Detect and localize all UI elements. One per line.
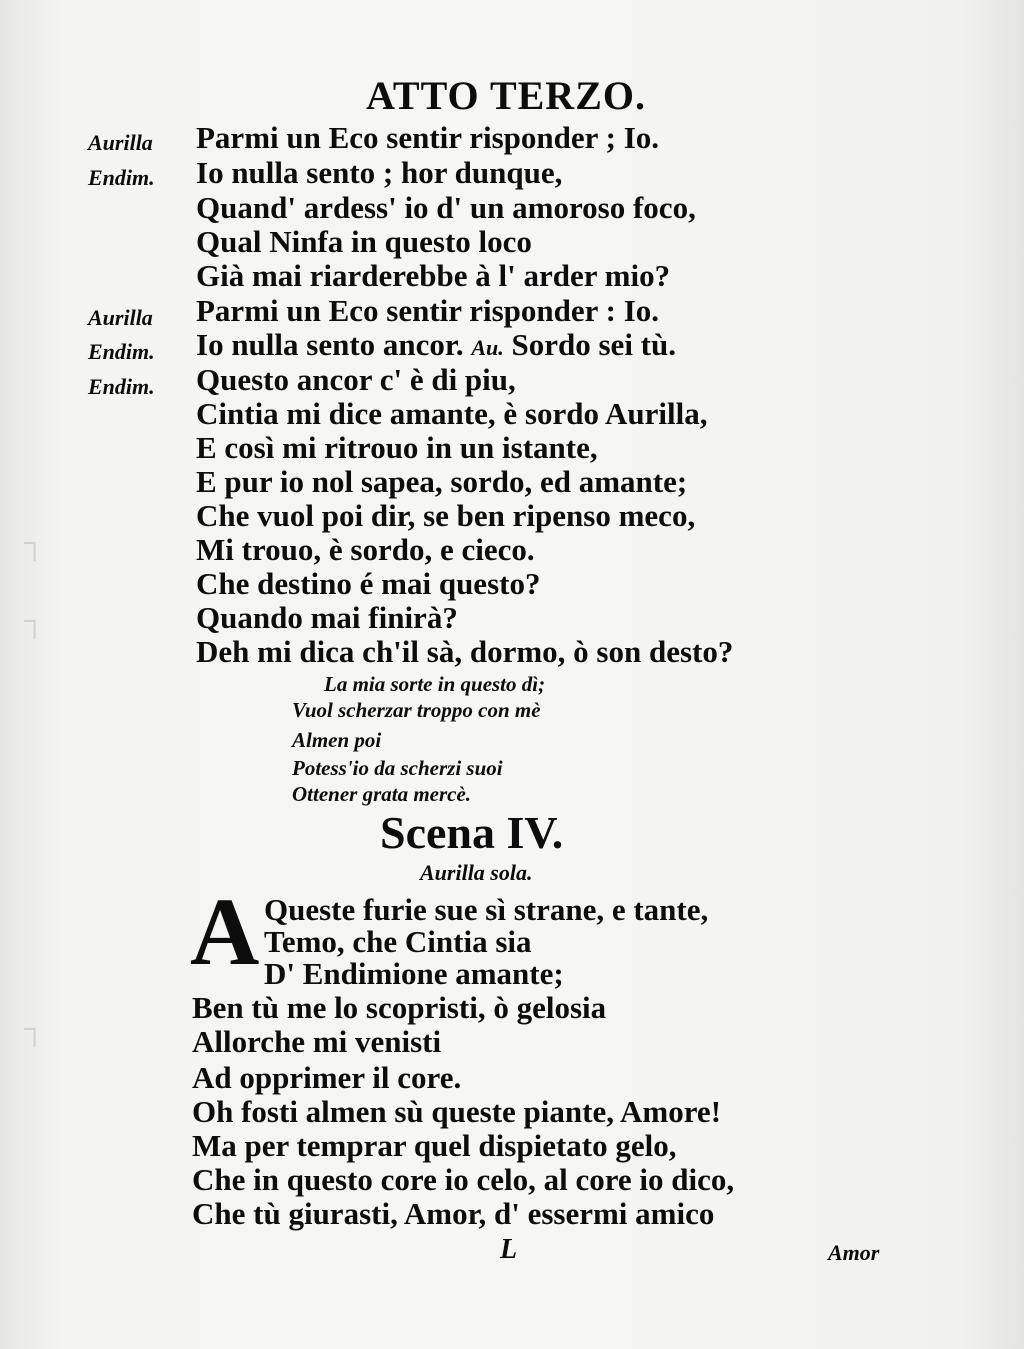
inline-speaker-label: Au.	[471, 335, 504, 360]
signature-mark: L	[500, 1234, 518, 1265]
speaker-label: Aurilla	[88, 130, 153, 155]
verse-text: Deh mi dica ch'il sà, dormo, ò son desto?	[196, 634, 734, 669]
verse-text: Già mai riarderebbe à l' arder mio?	[196, 258, 671, 293]
aria-line: Potess'io da scherzi suoi	[292, 756, 503, 780]
verse-text: Temo, che Cintia sia	[264, 924, 532, 959]
verse-text: Che vuol poi dir, se ben ripenso meco,	[196, 498, 696, 533]
verse-text: Cintia mi dice amante, è sordo Aurilla,	[196, 396, 708, 431]
speaker-label: Endim.	[88, 165, 155, 190]
verse-text: E pur io nol sapea, sordo, ed amante;	[196, 464, 688, 499]
aria-line: Ottener grata mercè.	[292, 782, 472, 806]
verse-text: Oh fosti almen sù queste piante, Amore!	[192, 1094, 722, 1129]
verse-text	[196, 327, 676, 363]
verse-text-part: Sordo sei tù.	[511, 327, 676, 362]
verse-text: Quand' ardess' io d' un amoroso foco,	[196, 190, 696, 225]
speaker-label: Endim.	[88, 374, 155, 399]
drop-cap: A	[190, 878, 260, 985]
verse-text: Che tù giurasti, Amor, d' essermi amico	[192, 1196, 715, 1231]
verse-text: D' Endimione amante;	[264, 956, 564, 991]
verse-text: Io nulla sento ; hor dunque,	[196, 155, 563, 190]
verse-text: Parmi un Eco sentir risponder : Io.	[196, 293, 660, 328]
aria-line: Vuol scherzar troppo con mè	[292, 698, 541, 722]
aria-line: Almen poi	[292, 728, 382, 752]
bleed-through-mark: ┐	[24, 526, 46, 559]
verse-text: Che destino é mai questo?	[196, 566, 541, 601]
verse-text: Allorche mi venisti	[192, 1024, 442, 1059]
verse-text: Ma per temprar quel dispietato gelo,	[192, 1128, 677, 1163]
speaker-label: Endim.	[88, 339, 155, 364]
verse-text: Questo ancor c' è di piu,	[196, 362, 516, 397]
bleed-through-mark: ┐	[24, 1012, 46, 1045]
page-header: ATTO TERZO.	[366, 73, 646, 118]
catchword: Amor	[828, 1240, 880, 1265]
verse-text: Queste furie sue sì strane, e tante,	[264, 892, 709, 927]
bleed-through-mark: ┐	[24, 604, 46, 637]
verse-text: E così mi ritrouo in un istante,	[196, 430, 598, 465]
verse-text-part: Io nulla sento ancor.	[196, 327, 464, 362]
scene-title: Scena IV.	[380, 807, 564, 858]
scene-subtitle: Aurilla sola.	[420, 860, 533, 885]
verse-text: Parmi un Eco sentir risponder ; Io.	[196, 120, 660, 155]
aria-line: La mia sorte in questo dì;	[324, 672, 546, 696]
speaker-label: Aurilla	[88, 305, 153, 330]
verse-text: Ad opprimer il core.	[192, 1060, 462, 1095]
verse-text: Che in questo core io celo, al core io dico,	[192, 1162, 735, 1197]
verse-text: Ben tù me lo scopristi, ò gelosia	[192, 990, 607, 1025]
verse-text: Qual Ninfa in questo loco	[196, 224, 532, 259]
verse-text: Quando mai finirà?	[196, 600, 458, 635]
verse-text: Mi trouo, è sordo, e cieco.	[196, 532, 535, 567]
